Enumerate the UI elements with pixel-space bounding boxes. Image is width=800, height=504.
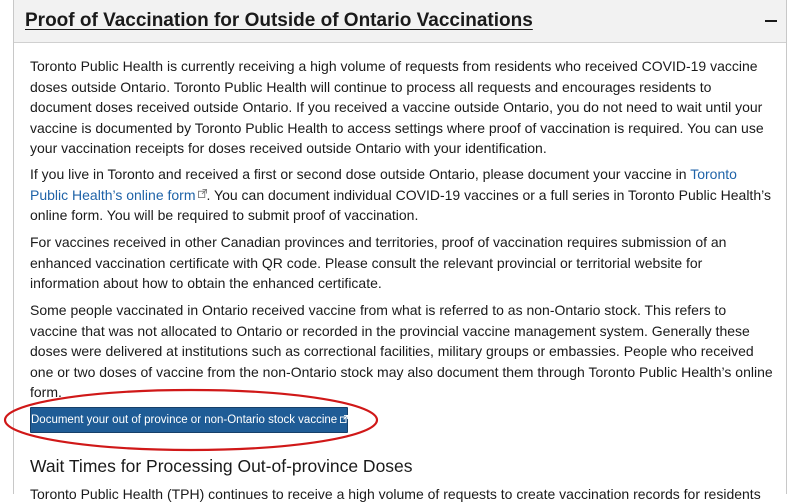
paragraph-non-ontario-stock: Some people vaccinated in Ontario received vaccine from what is referred to as non-Ontario stock. This refers to vaccine that was not allocated to Ontario or recorded in the provincial vaccine management system. Generally these doses were delivered at institutions such as correctional facilities, military groups or embassies. People who received one or two doses of vaccine from the non-Ontario stock may also document them through Toronto Public Health’s online form. — [30, 302, 773, 400]
accordion-title[interactable]: Proof of Vaccination for Outside of Ontario Vaccinations — [25, 10, 533, 31]
paragraph-text: . You can document individual COVID-19 vaccines or a full series in Toronto Public Health’s online form. You will be required to submit proof of vaccination. — [30, 186, 771, 223]
online-form-link-text[interactable]: Toronto Public Health’s online form — [30, 166, 737, 203]
paragraph-text: If you live in Toronto and received a first or second dose outside Ontario, please document your vaccine in — [30, 166, 691, 182]
document-vaccine-button-label[interactable]: Document your out of province or non-Ontario stock vaccine — [31, 414, 338, 426]
external-link-icon — [340, 415, 348, 423]
paragraph-other-provinces: For vaccines received in other Canadian provinces and territories, proof of vaccination requires submission of an enhanced vaccination certificate with QR code. Please consult the relevant provincial or territorial website for information about how to obtain the enhanced certificate. — [30, 234, 727, 291]
paragraph-document-vaccine — [30, 164, 774, 226]
minus-icon[interactable] — [765, 20, 777, 22]
wait-times-heading: Wait Times for Processing Out-of-province Doses — [30, 456, 413, 476]
external-link-icon — [198, 189, 207, 198]
accordion-header[interactable] — [14, 0, 786, 43]
paragraph-high-volume: Toronto Public Health is currently receiving a high volume of requests from residents who received COVID-19 vaccine doses outside Ontario. Toronto Public Health will continue to process all requests and encourages residents to document doses received outside Ontario. If you received a vaccine outside Ontario, you do not need to wait until your vaccine is documented by Toronto Public Health to access settings where proof of vaccination is required. You can use your vaccination receipts for doses received outside Ontario with your identification. — [30, 58, 764, 156]
wait-times-paragraph: Toronto Public Health (TPH) continues to receive a high volume of requests to create vaccination records for residents — [30, 486, 761, 502]
document-vaccine-button[interactable] — [30, 407, 348, 433]
